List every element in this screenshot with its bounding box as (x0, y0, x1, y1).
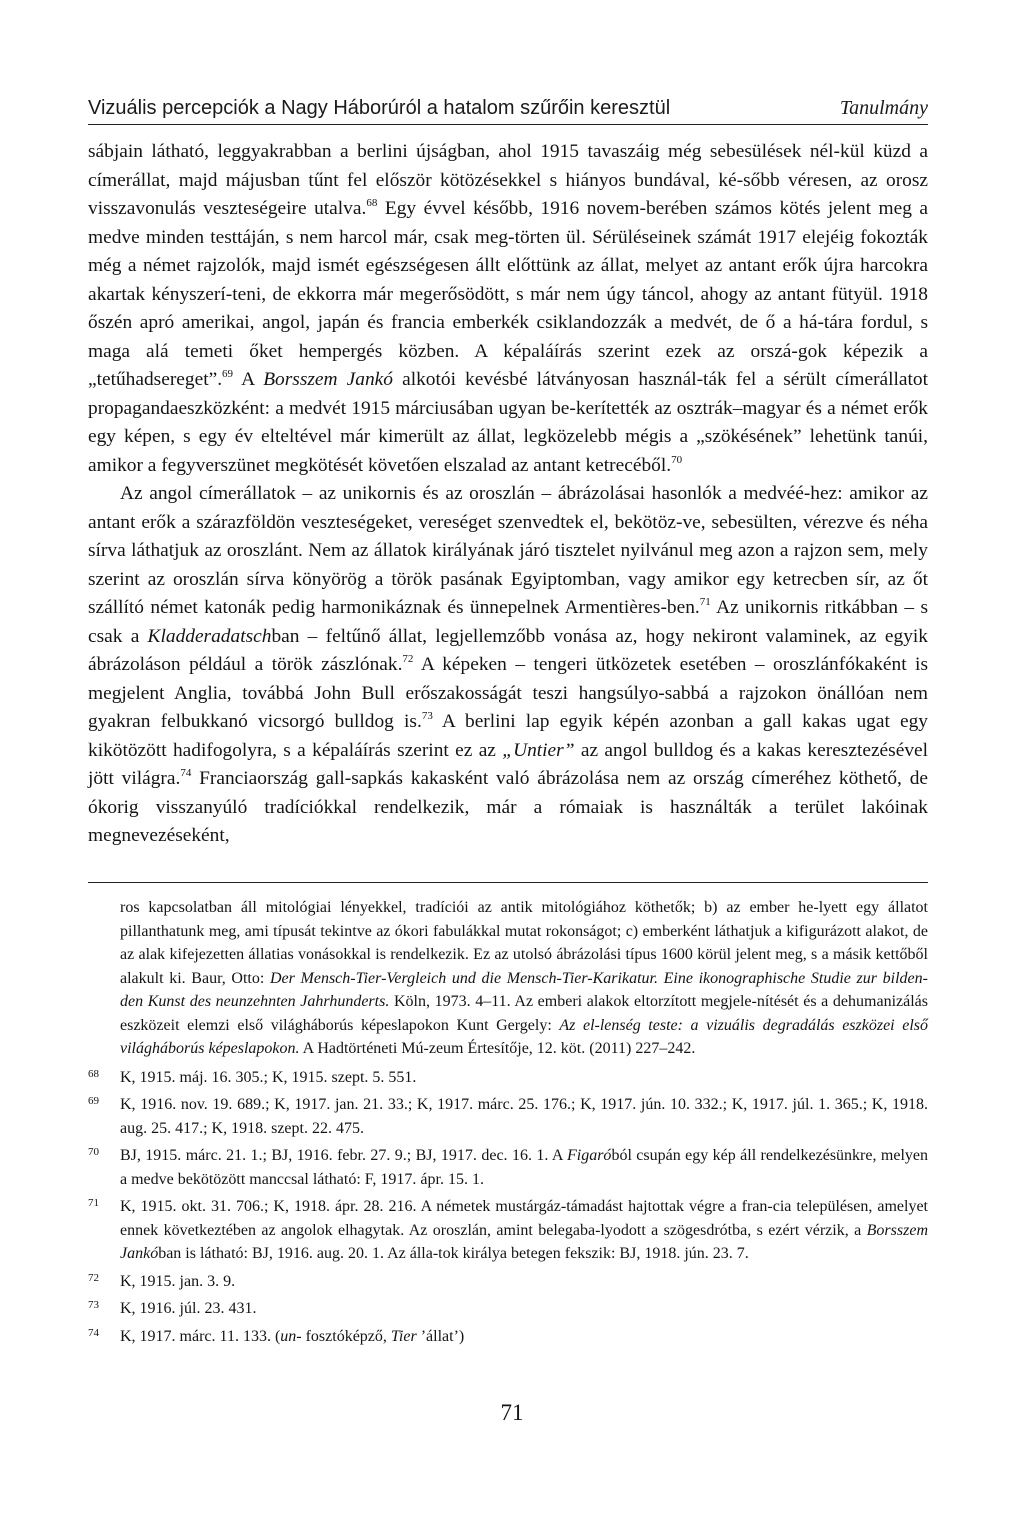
text-run: K, 1917. márc. 11. 133. ( (120, 1327, 281, 1345)
footnote-73 (88, 1297, 928, 1321)
text-run: fosztóképző, (301, 1327, 391, 1345)
footnote-ref-71[interactable]: 71 (699, 596, 711, 608)
text-run: K, 1915. okt. 31. 706.; K, 1918. ápr. 28. 216. A németek mustárgáz-támadást hajtottak végre a fran-cia településen, amelyet ennek következtében az angolok elhagytak. Az oroszlán, amint belegaba-lyodott a szögesdrótba, s ezért vérzik, a (120, 1198, 928, 1239)
text-run: Az angol címerállatok – az unikornis és az oroszlán – ábrázolásai hasonlók a medvéé-hez: amikor az antant erők a szárazföldön veszteségeket, vereséget szenvedtek el, bekötöz-ve, sebesülten, vérezve és néha sírva láthatjuk az oroszlánt. Nem az állatok királyának járó tisztelet nyilvánul meg azon a rajzon sem, mely szerint az oroszlán sírva könyörög a török pasának Egyiptomban, vagy amikor egy ketrecben sír, az őt szállító német katonák pedig harmonikáznak és ünnepelnek Armentières-ben. (88, 483, 928, 618)
running-header (88, 88, 928, 125)
footnote-number: 71 (88, 1197, 99, 1209)
text-run: A képeken – tengeri ütközetek esetében – oroszlánfókaként is megjelent Anglia, továbbá John Bull erőszakosságát teszi hangsúlyo-sabbá a rajzokon önállóan nem gyakran felbukkanó vicsorgó bulldog is. (88, 654, 928, 732)
italic-title: Figaró (566, 1147, 612, 1164)
italic-title: Kladderadatsch (147, 625, 272, 647)
footnote-text: K, 1915. máj. 16. 305.; K, 1915. szept. 5. 551. (120, 1068, 417, 1086)
page-number: 71 (500, 1400, 524, 1425)
text-run: Köln, 1973. 4–11. Az emberi alakok eltorzított megjele-nítését és a dehumanizálás eszközeit elemzi első világháborús képeslapokon Kunt Gergely: (120, 993, 928, 1034)
footnote-ref-73[interactable]: 73 (421, 710, 433, 722)
text-run: az angol bulldog és a kakas keresztezésével jött világra. (88, 739, 929, 789)
text-run: A berlini lap egyik képén azonban a gall kakas ugat egy kikötözött hadifogolyra, s a képaláírás szerint ez az (88, 711, 928, 761)
footnote-72 (88, 1270, 928, 1294)
italic-title: Borsszem Jankó (120, 1221, 928, 1262)
text-run: alkotói kevésbé látványosan használ-ták fel a sérült címerállatot propagandaeszközként: a medvét 1915 márciusában ugyan be-kerítették az osztrák–magyar és a német erők egy képen, s egy év elteltével már kimerült az állat, legközelebb mégis a „szökésének” lehetünk tanúi, amikor a fegyverszünet megkötését követően elszalad az antant ketrecéből. (88, 369, 929, 476)
text-run: ’állat’) (416, 1327, 465, 1345)
main-text (88, 138, 928, 851)
text-run: ban – feltűnő állat, legjellemzőbb vonása az, hogy nekiront valaminek, az egyik ábrázoláson például a török zászlónak. (88, 625, 928, 675)
italic-term: un- (280, 1327, 302, 1345)
footnote-ref-74[interactable]: 74 (180, 767, 192, 779)
footnote-74 (88, 1325, 928, 1349)
italic-title: Az el-lenség teste: a vizuális degradálás eszközei első világháborús képeslapokon. (120, 1016, 928, 1057)
text-run: Franciaország gall-sapkás kakasként való ábrázolása nem az ország címeréhez köthető, de ókorig visszanyúló tradíciókkal rendelkezik, már a rómaiak is használták a terület lakóinak megnevezéseként, (88, 768, 928, 846)
text-run: ros kapcsolatban áll mitológiai lényekkel, tradíciói az antik mitológiához köthetők; b) az ember he-lyett egy állatot pillanthatunk meg, ami típusát tekintve az ókori fabulákkal mutat rokonságot; c) emberként láthatjuk a kifigurázott alakot, de az alak kifejezetten állatias vonásokkal is rendelkezik. Ez az utolsó ábrázolási típus 1600 körül jelent meg, s a másik kettőből alakult ki. Baur, Otto: (120, 899, 928, 987)
footnote-number: 70 (88, 1146, 99, 1158)
text-run: A (233, 369, 264, 390)
text-run: A Hadtörténeti Mú-zeum Értesítője, 12. köt. (2011) 227–242. (299, 1040, 696, 1057)
footnote-divider (88, 882, 928, 883)
footnote-ref-69[interactable]: 69 (222, 368, 234, 380)
text-run: ban is látható: BJ, 1916. aug. 20. 1. Az álla-tok királya betegen fekszik: BJ, 1918. jún. 23. 7. (158, 1245, 749, 1262)
text-run: Egy évvel később, 1916 novem-berében számos kötés jelent meg a medve minden testtáján, s nem harcol már, csak meg-törten ül. Sérüléseinek számát 1917 elejéig fokozták még a német rajzolók, majd ismét egészségesen állt előttünk az állat, melyet az antant erők újra harcokra akartak kényszerí-teni, de ekkorra már megerősödött, s már nem úgy táncol, ahogy az antant fütyül. 1918 őszén apró amerikai, angol, japán és francia emberkék csiklandozzák a medvét, de ő a há-tára fordul, s maga alá temeti őket hempergés közben. A képaláírás szerint ezek az orszá-gok képezik a „tetűhadsereget”. (88, 198, 929, 390)
footnote-71 (88, 1195, 928, 1266)
footnote-69 (88, 1093, 928, 1140)
footnote-number: 69 (88, 1095, 99, 1107)
footnote-number: 68 (88, 1067, 99, 1080)
running-title: Vizuális percepciók a Nagy Háborúról a hatalom szűrőin keresztül (88, 97, 671, 119)
footnote-text: K, 1916. nov. 19. 689.; K, 1917. jan. 21. 33.; K, 1917. márc. 25. 176.; K, 1917. jún. 10. 332.; K, 1917. júl. 1. 365.; K, 1918. aug. 25. 417.; K, 1918. szept. 22. 475. (120, 1096, 928, 1137)
footnote-68 (88, 1066, 928, 1090)
footnote-number: 74 (88, 1326, 99, 1339)
text-run: sábjain látható, leggyakrabban a berlini újságban, ahol 1915 tavaszáig még sebesülések nél-kül küzd a címerállat, majd májusban tűnt fel először kötözésekkel s hiányos bundával, ké-sőbb véresen, az orosz visszavonulás veszteségeire utalva. (88, 141, 928, 219)
paragraph-2 (88, 480, 928, 851)
footnote-70 (88, 1144, 928, 1191)
italic-term: „Untier” (502, 739, 575, 761)
italic-title: Borsszem Jankó (263, 369, 393, 390)
footnotes (88, 896, 928, 1352)
footnote-number: 72 (88, 1271, 99, 1284)
footnote-text: K, 1915. jan. 3. 9. (120, 1272, 236, 1290)
text-run: ból csupán egy kép áll rendelkezésünkre, melyen a medve bekötözött manccsal látható: F, 1917. ápr. 15. 1. (120, 1147, 928, 1188)
text-run: Az unikornis ritkábban – s csak a (88, 597, 928, 647)
italic-title: Der Mensch-Tier-Vergleich und die Mensch-Tier-Karikatur. Eine ikonographische Studie zur bilden-den Kunst des neunzehnten Jahrhunderts. (120, 969, 928, 1010)
footnote-continued (88, 896, 928, 1061)
footnote-ref-72[interactable]: 72 (402, 653, 414, 665)
paragraph-1 (88, 138, 928, 480)
footnote-ref-68[interactable]: 68 (366, 197, 378, 209)
footnote-ref-70[interactable]: 70 (671, 453, 683, 466)
section-label: Tanulmány (839, 97, 928, 119)
footnote-text: K, 1916. júl. 23. 431. (120, 1300, 257, 1317)
italic-term: Tier (390, 1327, 417, 1345)
footnote-number: 73 (88, 1299, 99, 1311)
text-run: BJ, 1915. márc. 21. 1.; BJ, 1916. febr. 27. 9.; BJ, 1917. dec. 16. 1. A (120, 1147, 567, 1164)
